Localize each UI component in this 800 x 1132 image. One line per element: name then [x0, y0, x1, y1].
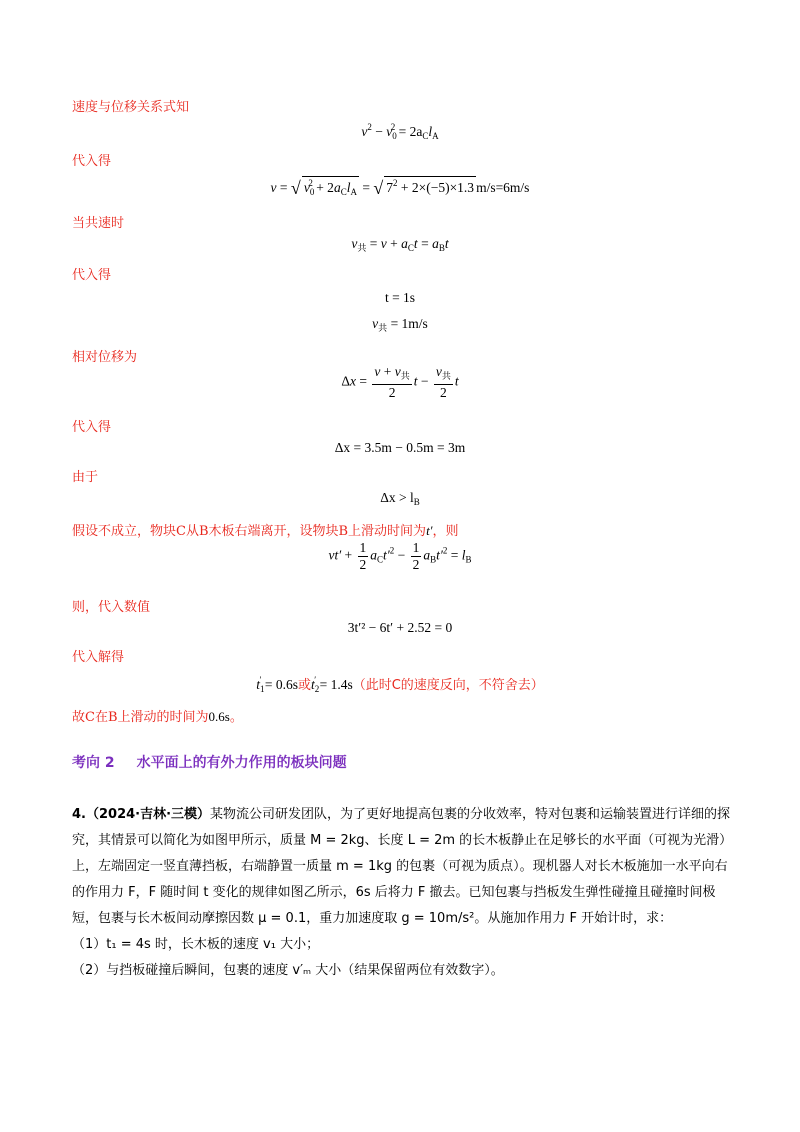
eq1-rhs: = 2a: [398, 124, 423, 139]
solution-line-8-tail: ，则: [432, 524, 459, 539]
solution-line-3: 当共速时: [72, 216, 125, 231]
solution-line-6: 代入得: [72, 420, 112, 435]
equation-common-velocity-value: $v_共 = 1m/s$: [372, 316, 428, 333]
eq4b-rhs: = 1m/s: [390, 316, 428, 331]
solution-line-10: 代入解得: [72, 650, 125, 665]
solution-line-5: 相对位移为: [72, 350, 138, 365]
solution-line-8: 假设不成立，物块C从B木板右端离开，设物块B上滑动时间为t′，则: [72, 523, 459, 539]
solution-line-12-a: 故C在B上滑动的时间为: [72, 710, 209, 725]
equation-velocity-value: v = √ $v_0^2 + 2a_Cl_A$ = √ $7^2 + 2\times(-5)\times 1.3$ m/s=6m/s: [270, 178, 530, 198]
solution-note: （此时C的速度反向，不符舍去）: [352, 678, 544, 693]
equation-common-velocity: $v_共 = v + a_Ct = a_Bt$: [351, 236, 449, 253]
equation-solutions: $t_1' = 0.6s$或$t_2' = 1.4s$（此时C的速度反向，不符舍去）: [256, 675, 544, 694]
question-1: （1）t₁ = 4s 时，长木板的速度 v₁ 大小；: [72, 937, 320, 952]
solution-line-12-b: 。: [229, 710, 243, 725]
eq7-text: Δx > l: [380, 490, 414, 505]
equation-displacement-value: Δx = 3.5m − 0.5m = 3m: [334, 440, 466, 455]
equation-sliding: vt′ + $\frac{1}{2}$ $a_Ct'^2$ − $\frac{1}{2}$ $a_Bt'^2 = l_B$: [328, 540, 472, 572]
solution-line-2: 代入得: [72, 154, 112, 169]
equation-velocity-displacement: $v^2 - v_0^2 = 2a_Cl_A$: [361, 122, 439, 141]
problem-statement: [72, 802, 732, 932]
eq2-tail: m/s=6m/s: [476, 180, 530, 195]
problem-text: 某物流公司研发团队，为了更好地提高包裹的分收效率，特对包裹和运输装置进行详细的探究，其情景可以简化为如图甲所示，质量 M = 2kg、长度 L = 2m 的长木板静止在足够长的水平面（可视为光滑）上，左端固定一竖直薄挡板，右端静置一质量 m = 1kg 的包裹（可视为质点）。现机器人对长木板施加一水平向右的作用力 F，F 随时间 t 变化的规律如图乙所示，6s 后将力 F 撤去。已知包裹与挡板发生弹性碰撞且碰撞时间极短，包裹与长木板间动摩擦因数 μ = 0.1，重力加速度取 g = 10m/s²。从施加作用力 F 开始计时，求：: [72, 807, 731, 926]
equation-relative-displacement: Δx = $\frac{v + v_共}{2}$ t − $\frac{v_共}{2}$ t: [341, 364, 459, 400]
heading-title: 水平面上的有外力作用的板块问题: [136, 755, 347, 771]
heading-number: 考向 2: [72, 755, 115, 771]
eq11b: = 1.4s: [319, 677, 353, 692]
equation-time: t = 1s: [384, 290, 416, 305]
solution-line-7: 由于: [72, 470, 99, 485]
problem-number: 4.: [72, 807, 86, 822]
equation-quadratic: 3t′² − 6t′ + 2.52 = 0: [347, 620, 453, 635]
solution-line-12: [72, 706, 243, 725]
eq11a: = 0.6s: [264, 677, 298, 692]
question-2: （2）与挡板碰撞后瞬间，包裹的速度 v′ₘ 大小（结果保留两位有效数字）。: [72, 963, 504, 978]
solution-line-1: 速度与位移关系式知: [72, 100, 190, 115]
problem-source: （2024·吉林·三模）: [85, 807, 211, 822]
solution-line-4: 代入得: [72, 268, 112, 283]
section-heading: [72, 752, 347, 772]
answer-value: 0.6s: [208, 709, 230, 724]
or-word: 或: [297, 678, 311, 693]
problem-block: [72, 802, 732, 984]
equation-inequality: $\Delta x > l_B$: [380, 490, 420, 507]
solution-line-8-text: 假设不成立，物块C从B木板右端离开，设物块B上滑动时间为: [72, 524, 427, 539]
solution-line-9: 则，代入数值: [72, 600, 151, 615]
